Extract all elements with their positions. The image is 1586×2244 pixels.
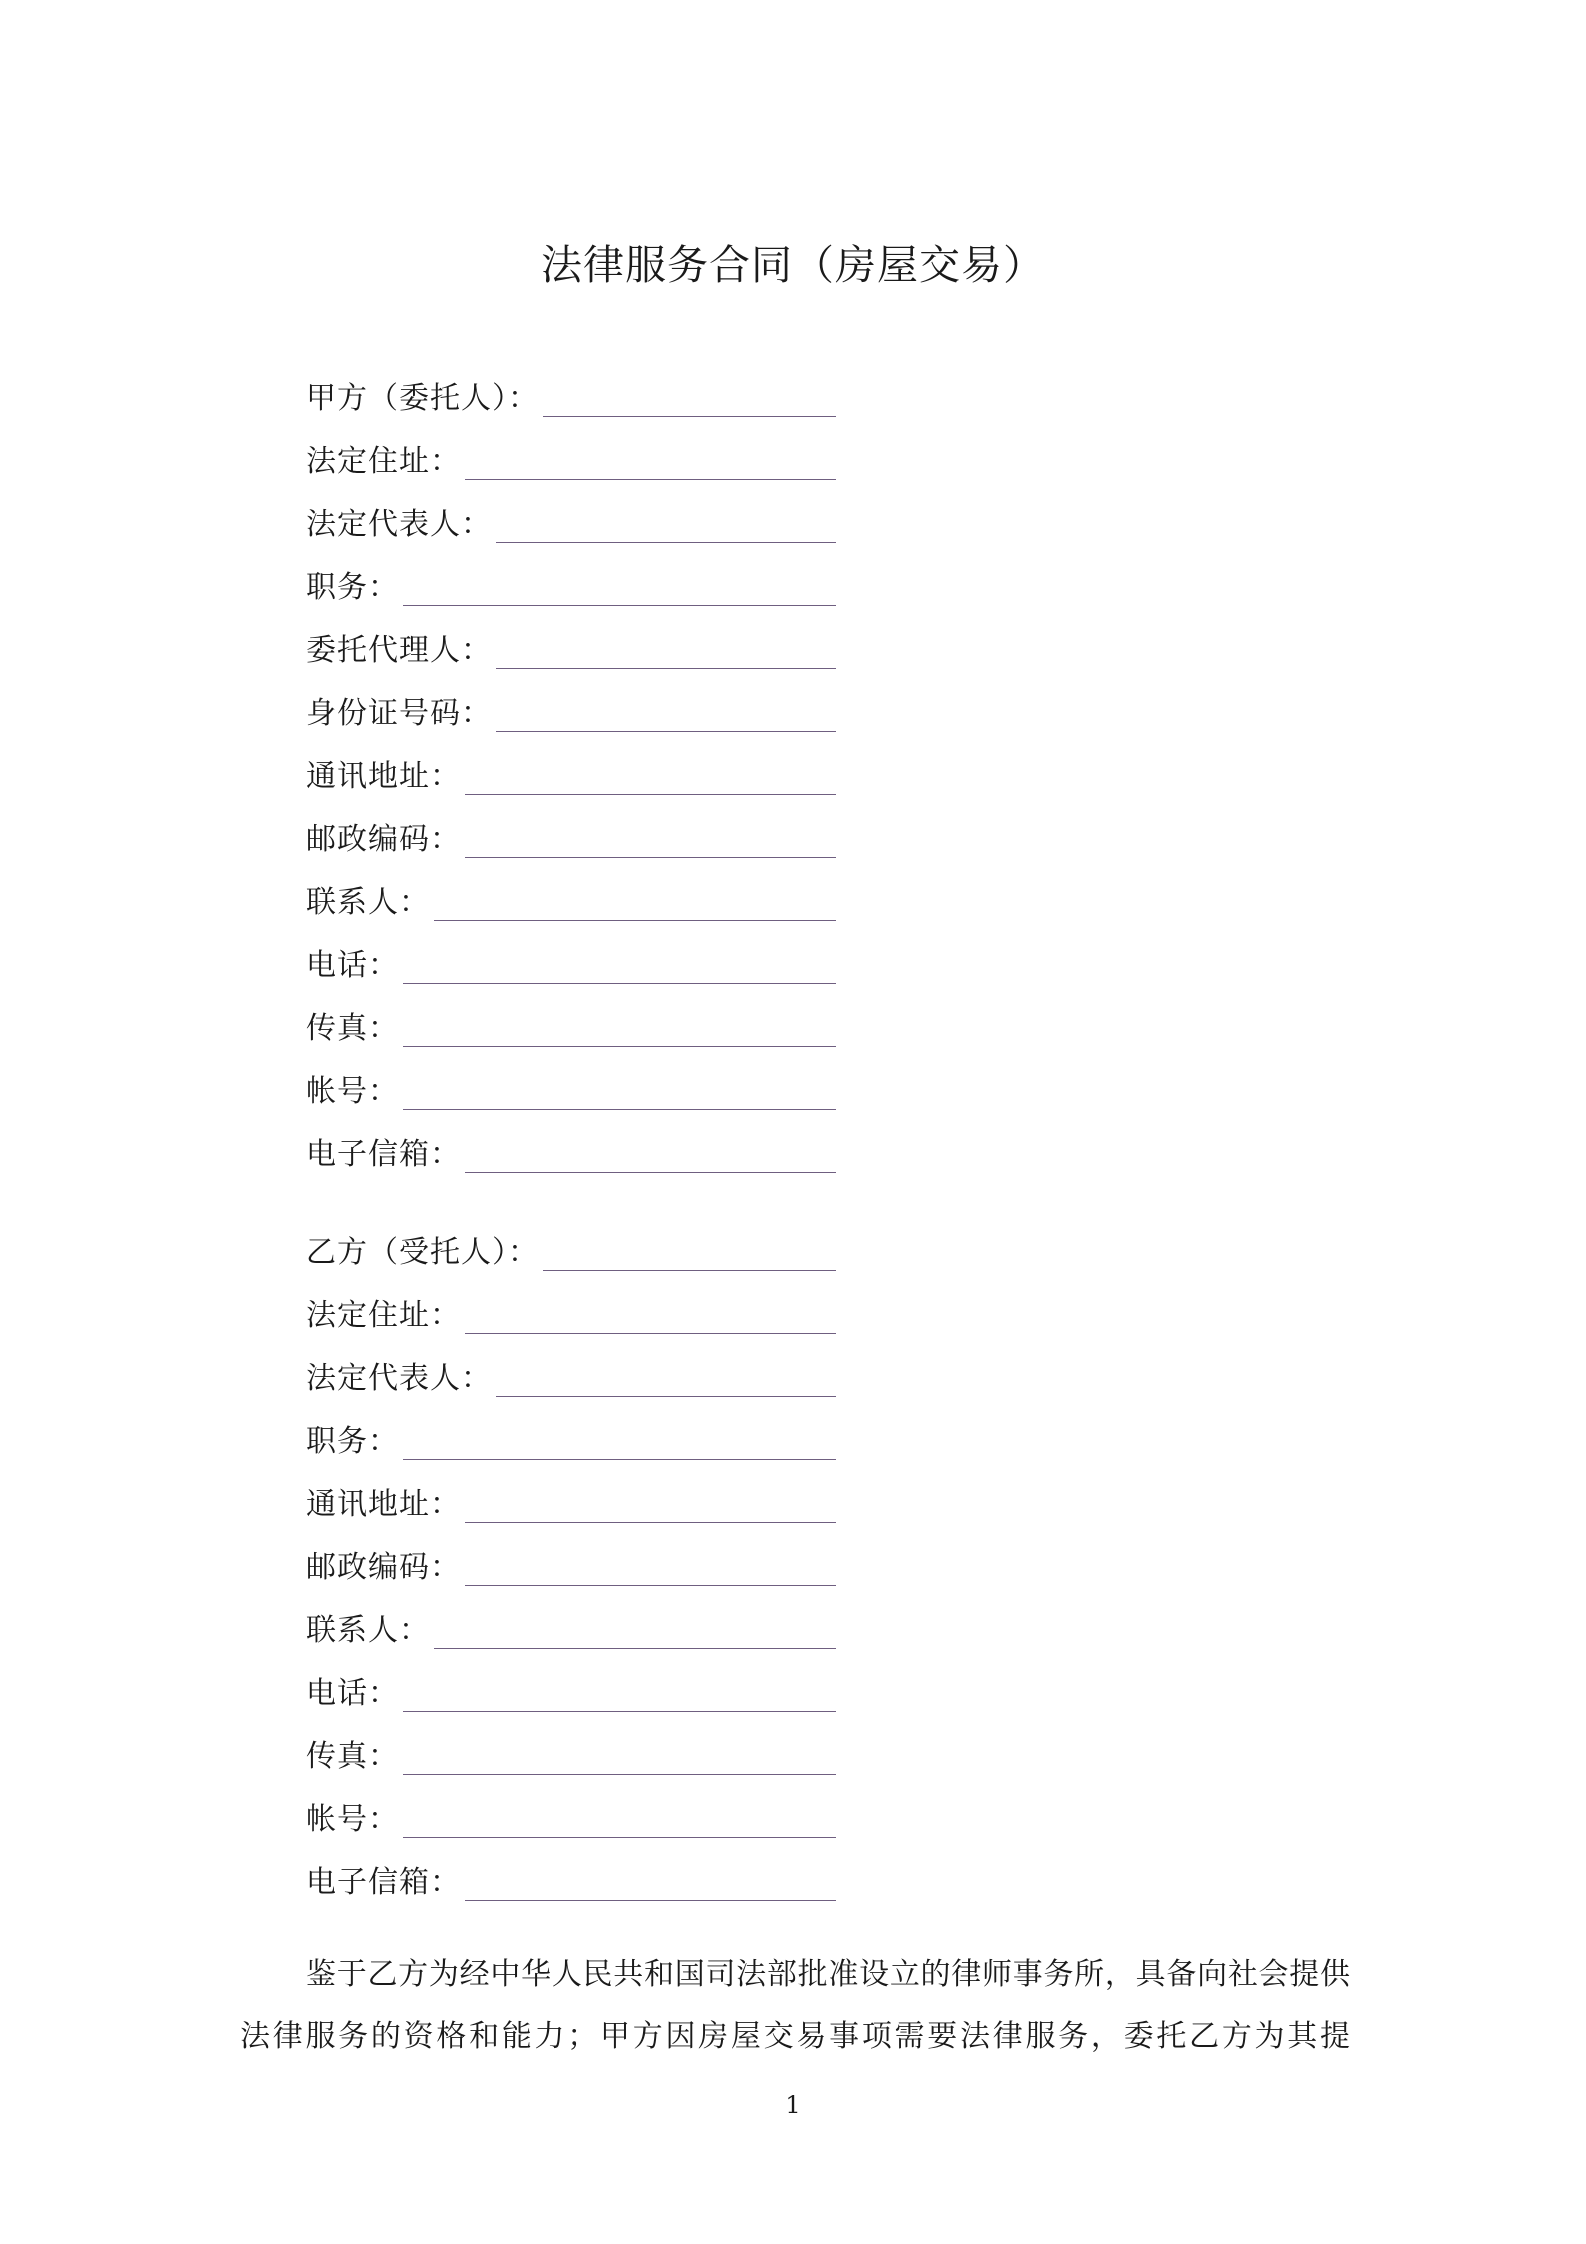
blank-line[interactable] [465,439,836,480]
field-label: 帐号： [306,1802,399,1837]
field-label: 传真： [306,1011,399,1046]
field-label: 通讯地址： [306,1487,461,1522]
party-b-section [306,1212,836,1905]
party-a-field [306,1114,836,1177]
field-label: 电话： [306,1676,399,1711]
party-a-field [306,358,836,421]
field-label: 身份证号码： [306,696,492,731]
field-label: 法定住址： [306,1298,461,1333]
blank-line[interactable] [465,1860,836,1901]
blank-line[interactable] [496,1356,836,1397]
field-label: 邮政编码： [306,1550,461,1585]
party-a-field [306,988,836,1051]
blank-line[interactable] [434,1608,836,1649]
field-label: 联系人： [306,1613,430,1648]
field-label: 甲方（委托人）： [306,381,539,416]
field-label: 通讯地址： [306,759,461,794]
field-label: 联系人： [306,885,430,920]
party-a-field [306,736,836,799]
blank-line[interactable] [465,1545,836,1586]
page-number: 1 [785,2091,801,2119]
field-label: 帐号： [306,1074,399,1109]
blank-line[interactable] [543,1230,836,1271]
field-label: 电子信箱： [306,1137,461,1172]
body-paragraph: 鉴于乙方为经中华人民共和国司法部批准设立的律师事务所，具备向社会提供法律服务的资格和能力；甲方因房屋交易事项需要法律服务，委托乙方为其提 [240,1957,1350,2054]
field-label: 电话： [306,948,399,983]
party-b-field [306,1842,836,1905]
blank-line[interactable] [543,376,836,417]
blank-line[interactable] [403,1734,836,1775]
party-a-field [306,925,836,988]
party-a-field [306,862,836,925]
party-a-field [306,547,836,610]
party-a-field [306,484,836,547]
party-b-field [306,1275,836,1338]
party-a-field [306,1051,836,1114]
field-label: 邮政编码： [306,822,461,857]
field-label: 电子信箱： [306,1865,461,1900]
blank-line[interactable] [465,754,836,795]
party-a-section [306,358,836,1177]
field-label: 职务： [306,570,399,605]
party-b-field [306,1338,836,1401]
blank-line[interactable] [403,565,836,606]
blank-line[interactable] [465,1132,836,1173]
field-label: 委托代理人： [306,633,492,668]
party-b-field [306,1527,836,1590]
party-b-field [306,1653,836,1716]
party-a-field [306,610,836,673]
blank-line[interactable] [496,502,836,543]
blank-line[interactable] [403,1797,836,1838]
blank-line[interactable] [496,691,836,732]
party-b-field [306,1464,836,1527]
blank-line[interactable] [403,1419,836,1460]
field-label: 法定住址： [306,444,461,479]
field-label: 职务： [306,1424,399,1459]
party-b-field [306,1716,836,1779]
field-label: 传真： [306,1739,399,1774]
blank-line[interactable] [403,1671,836,1712]
party-b-field [306,1401,836,1464]
party-b-field [306,1590,836,1653]
blank-line[interactable] [403,1069,836,1110]
blank-line[interactable] [465,817,836,858]
party-a-field [306,799,836,862]
blank-line[interactable] [434,880,836,921]
party-a-field [306,673,836,736]
blank-line[interactable] [403,943,836,984]
party-b-field [306,1779,836,1842]
field-label: 法定代表人： [306,507,492,542]
field-label: 乙方（受托人）： [306,1235,539,1270]
party-a-field [306,421,836,484]
blank-line[interactable] [403,1006,836,1047]
blank-line[interactable] [465,1293,836,1334]
document-title: 法律服务合同（房屋交易） [541,241,1045,289]
blank-line[interactable] [496,628,836,669]
party-b-field [306,1212,836,1275]
field-label: 法定代表人： [306,1361,492,1396]
blank-line[interactable] [465,1482,836,1523]
